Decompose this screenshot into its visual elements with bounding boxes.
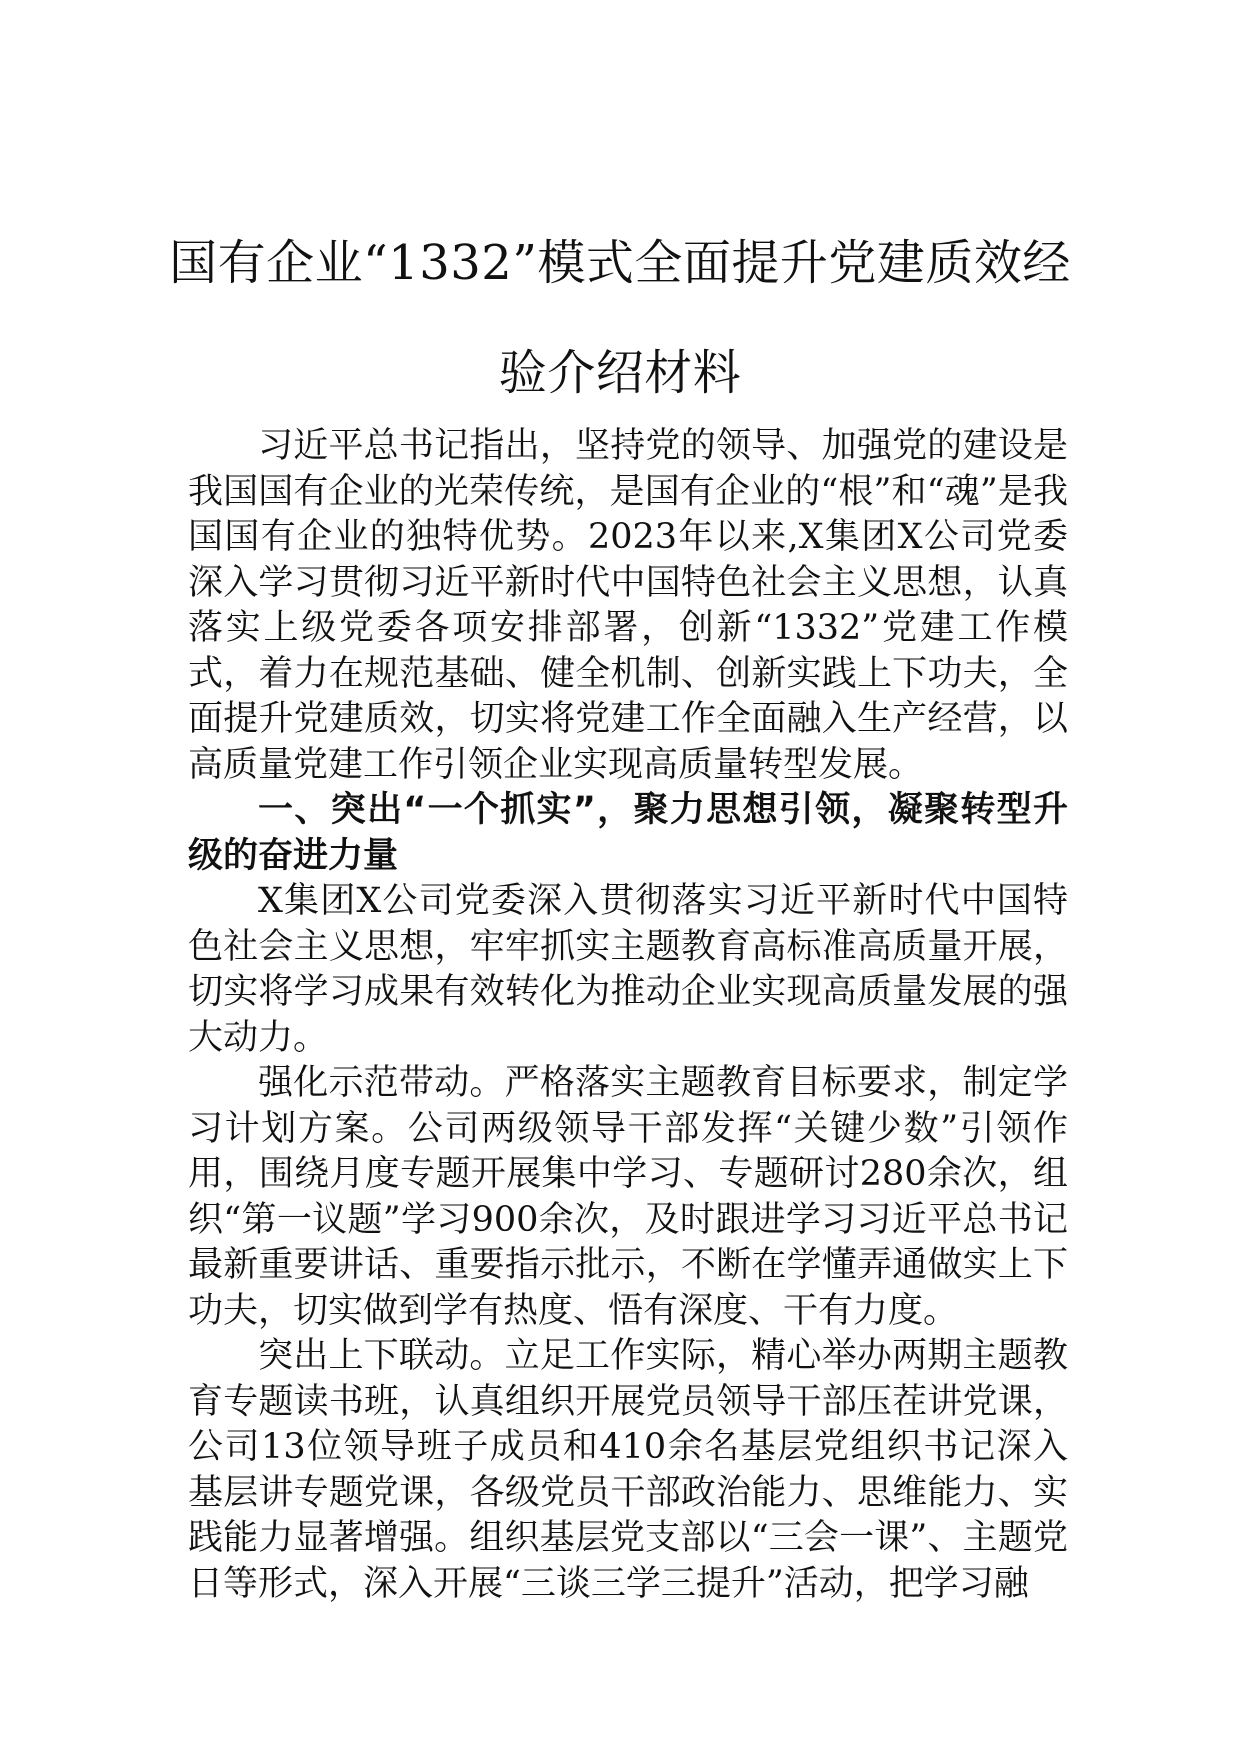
paragraph-demonstration: 强化示范带动。严格落实主题教育目标要求，制定学习计划方案。公司两级领导干部发挥“关键少数”引领作用，围绕月度专题开展集中学习、专题研讨280余次，组织“第一议题”学习900余次，及时跟进学习习近平总书记最新重要讲话、重要指示批示，不断在学懂弄通做实上下功夫，切实做到学有热度、悟有深度、干有力度。 [188,1063,1068,1331]
paragraph-linkage: 突出上下联动。立足工作实际，精心举办两期主题教育专题读书班，认真组织开展党员领导干部压茬讲党课，公司13位领导班子成员和410余名基层党组织书记深入基层讲专题党课，各级党员干部政治能力、思维能力、实践能力显著增强。组织基层党支部以“三会一课”、主题党日等形式，深入开展“三谈三学三提升”活动，把学习融 [188,1336,1068,1604]
section-heading-1: 一、突出“一个抓实”，聚力思想引领，凝聚转型升级的奋进力量 [188,790,1068,876]
paragraph-intro: 习近平总书记指出，坚持党的领导、加强党的建设是我国国有企业的光荣传统，是国有企业的“根”和“魂”是我国国有企业的独特优势。2023年以来,X集团X公司党委深入学习贯彻习近平新时代中国特色社会主义思想，认真落实上级党委各项安排部署，创新“1332”党建工作模式，着力在规范基础、健全机制、创新实践上下功夫，全面提升党建质效，切实将党建工作全面融入生产经营，以高质量党建工作引领企业实现高质量转型发展。 [188,426,1068,785]
document-title: 国有企业“1332”模式全面提升党建质效经验介绍材料 [169,235,1071,401]
paragraph-section-1-intro: X集团X公司党委深入贯彻落实习近平新时代中国特色社会主义思想，牢牢抓实主题教育高标准高质量开展，切实将学习成果有效转化为推动企业实现高质量发展的强大动力。 [188,881,1068,1058]
document-body [188,424,1068,1607]
